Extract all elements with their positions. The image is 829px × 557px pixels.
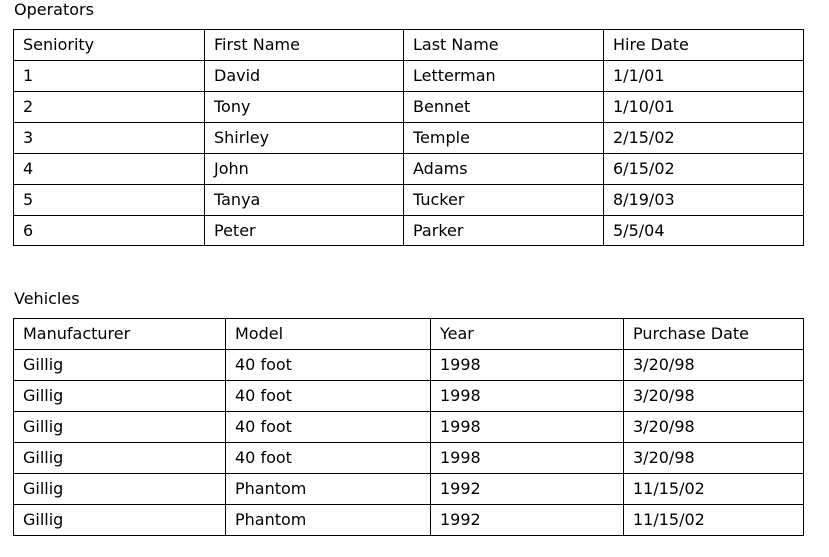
last-name-cell: Letterman (404, 61, 604, 92)
operators-table (13, 29, 804, 246)
operator-row (14, 154, 804, 185)
vehicle-row (14, 350, 804, 381)
column-header-last-name: Last Name (404, 30, 604, 61)
operator-row (14, 185, 804, 216)
vehicle-row (14, 381, 804, 412)
last-name-cell: Temple (404, 123, 604, 154)
manufacturer-cell: Gillig (14, 412, 226, 443)
model-cell: 40 foot (226, 443, 431, 474)
vehicle-row (14, 474, 804, 505)
hire-date-cell: 1/10/01 (604, 92, 804, 123)
hire-date-cell: 8/19/03 (604, 185, 804, 216)
hire-date-cell: 1/1/01 (604, 61, 804, 92)
model-cell: 40 foot (226, 381, 431, 412)
purchase-date-cell: 11/15/02 (624, 505, 804, 536)
operator-row (14, 92, 804, 123)
first-name-cell: Shirley (205, 123, 404, 154)
last-name-cell: Tucker (404, 185, 604, 216)
purchase-date-cell: 3/20/98 (624, 443, 804, 474)
column-header-model: Model (226, 319, 431, 350)
column-header-seniority: Seniority (14, 30, 205, 61)
manufacturer-cell: Gillig (14, 505, 226, 536)
purchase-date-cell: 3/20/98 (624, 381, 804, 412)
first-name-cell: David (205, 61, 404, 92)
purchase-date-cell: 3/20/98 (624, 350, 804, 381)
year-cell: 1998 (431, 443, 624, 474)
vehicle-row (14, 412, 804, 443)
column-header-hire-date: Hire Date (604, 30, 804, 61)
column-header-purchase-date: Purchase Date (624, 319, 804, 350)
seniority-cell: 4 (14, 154, 205, 185)
year-cell: 1998 (431, 350, 624, 381)
first-name-cell: John (205, 154, 404, 185)
year-cell: 1992 (431, 474, 624, 505)
seniority-cell: 2 (14, 92, 205, 123)
last-name-cell: Adams (404, 154, 604, 185)
column-header-manufacturer: Manufacturer (14, 319, 226, 350)
vehicle-row (14, 443, 804, 474)
hire-date-cell: 6/15/02 (604, 154, 804, 185)
column-header-year: Year (431, 319, 624, 350)
vehicles-title: Vehicles (14, 289, 80, 308)
year-cell: 1992 (431, 505, 624, 536)
hire-date-cell: 5/5/04 (604, 216, 804, 246)
operator-row (14, 123, 804, 154)
seniority-cell: 5 (14, 185, 205, 216)
model-cell: 40 foot (226, 350, 431, 381)
seniority-cell: 1 (14, 61, 205, 92)
vehicles-header-row (14, 319, 804, 350)
purchase-date-cell: 11/15/02 (624, 474, 804, 505)
column-header-first-name: First Name (205, 30, 404, 61)
operator-row (14, 61, 804, 92)
last-name-cell: Parker (404, 216, 604, 246)
manufacturer-cell: Gillig (14, 474, 226, 505)
first-name-cell: Peter (205, 216, 404, 246)
operators-header-row (14, 30, 804, 61)
year-cell: 1998 (431, 381, 624, 412)
model-cell: Phantom (226, 474, 431, 505)
manufacturer-cell: Gillig (14, 443, 226, 474)
model-cell: Phantom (226, 505, 431, 536)
operators-title: Operators (14, 0, 94, 19)
manufacturer-cell: Gillig (14, 381, 226, 412)
seniority-cell: 6 (14, 216, 205, 246)
last-name-cell: Bennet (404, 92, 604, 123)
first-name-cell: Tanya (205, 185, 404, 216)
first-name-cell: Tony (205, 92, 404, 123)
purchase-date-cell: 3/20/98 (624, 412, 804, 443)
hire-date-cell: 2/15/02 (604, 123, 804, 154)
operator-row (14, 216, 804, 246)
vehicles-table (13, 318, 804, 536)
manufacturer-cell: Gillig (14, 350, 226, 381)
vehicle-row (14, 505, 804, 536)
seniority-cell: 3 (14, 123, 205, 154)
year-cell: 1998 (431, 412, 624, 443)
model-cell: 40 foot (226, 412, 431, 443)
